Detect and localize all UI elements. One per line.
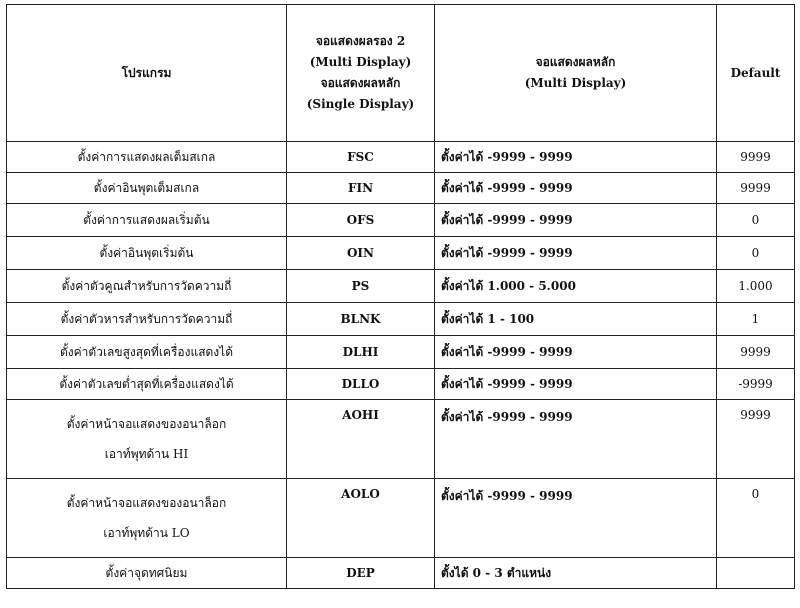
code-cell: BLNK xyxy=(287,303,435,336)
code-cell: FSC xyxy=(287,142,435,173)
default-cell: 9999 xyxy=(717,142,795,173)
default-cell: 0 xyxy=(717,479,795,558)
program-cell: ตั้งค่าการแสดงผลเต็มสเกล xyxy=(7,142,287,173)
default-cell xyxy=(717,558,795,589)
table-row xyxy=(7,173,795,204)
code-cell: DLLO xyxy=(287,369,435,400)
main-display-cell: ตั้งค่าได้ -9999 - 9999 xyxy=(435,237,717,270)
table-row xyxy=(7,204,795,237)
program-cell: ตั้งค่าอินพุตเริ่มต้น xyxy=(7,237,287,270)
table-row xyxy=(7,336,795,369)
header-main-display xyxy=(435,5,717,142)
program-cell: ตั้งค่าการแสดงผลเริ่มต้น xyxy=(7,204,287,237)
code-cell: FIN xyxy=(287,173,435,204)
header-default: Default xyxy=(717,5,795,142)
program-line: เอาท์พุทด้าน LO xyxy=(103,526,190,540)
header-secondary-line: (Single Display) xyxy=(306,97,415,111)
default-cell: 9999 xyxy=(717,336,795,369)
main-display-cell: ตั้งค่าได้ -9999 - 9999 xyxy=(435,369,717,400)
code-cell: OIN xyxy=(287,237,435,270)
header-secondary-display xyxy=(287,5,435,142)
table-row xyxy=(7,558,795,589)
table-row xyxy=(7,142,795,173)
default-cell: 9999 xyxy=(717,400,795,479)
default-cell: 0 xyxy=(717,204,795,237)
default-cell: 1.000 xyxy=(717,270,795,303)
header-secondary-line: (Multi Display) xyxy=(309,55,412,69)
main-display-cell: ตั้งได้ 0 - 3 ตำแหน่ง xyxy=(435,558,717,589)
program-cell xyxy=(7,400,287,479)
default-cell: 1 xyxy=(717,303,795,336)
table-row xyxy=(7,270,795,303)
program-cell xyxy=(7,479,287,558)
main-display-cell: ตั้งค่าได้ -9999 - 9999 xyxy=(435,336,717,369)
header-secondary-line: จอแสดงผลหลัก xyxy=(320,76,401,90)
program-cell: ตั้งค่าตัวเลขต่ำสุดที่เครื่องแสดงได้ xyxy=(7,369,287,400)
code-cell: AOLO xyxy=(287,479,435,558)
main-display-cell: ตั้งค่าได้ -9999 - 9999 xyxy=(435,400,717,479)
table-row xyxy=(7,369,795,400)
code-cell: DEP xyxy=(287,558,435,589)
header-row xyxy=(7,5,795,142)
main-display-cell: ตั้งค่าได้ -9999 - 9999 xyxy=(435,142,717,173)
program-cell: ตั้งค่าจุดทศนิยม xyxy=(7,558,287,589)
program-cell: ตั้งค่าตัวหารสำหรับการวัดความถี่ xyxy=(7,303,287,336)
program-cell: ตั้งค่าตัวเลขสูงสุดที่เครื่องแสดงได้ xyxy=(7,336,287,369)
program-line: เอาท์พุทด้าน HI xyxy=(104,447,189,461)
settings-table xyxy=(6,4,795,589)
code-cell: OFS xyxy=(287,204,435,237)
program-cell: ตั้งค่าตัวคูณสำหรับการวัดความถี่ xyxy=(7,270,287,303)
program-line: ตั้งค่าหน้าจอแสดงของอนาล็อก xyxy=(66,417,227,431)
header-program: โปรแกรม xyxy=(7,5,287,142)
main-display-cell: ตั้งค่าได้ 1 - 100 xyxy=(435,303,717,336)
program-line: ตั้งค่าหน้าจอแสดงของอนาล็อก xyxy=(66,496,227,510)
default-cell: 0 xyxy=(717,237,795,270)
main-display-cell: ตั้งค่าได้ -9999 - 9999 xyxy=(435,204,717,237)
code-cell: PS xyxy=(287,270,435,303)
default-cell: -9999 xyxy=(717,369,795,400)
default-cell: 9999 xyxy=(717,173,795,204)
header-main-line: (Multi Display) xyxy=(524,76,627,90)
code-cell: AOHI xyxy=(287,400,435,479)
code-cell: DLHI xyxy=(287,336,435,369)
header-secondary-line: จอแสดงผลรอง 2 xyxy=(315,34,406,48)
main-display-cell: ตั้งค่าได้ -9999 - 9999 xyxy=(435,479,717,558)
table-row xyxy=(7,303,795,336)
table-row xyxy=(7,237,795,270)
table-row xyxy=(7,479,795,558)
main-display-cell: ตั้งค่าได้ -9999 - 9999 xyxy=(435,173,717,204)
main-display-cell: ตั้งค่าได้ 1.000 - 5.000 xyxy=(435,270,717,303)
header-main-line: จอแสดงผลหลัก xyxy=(535,55,616,69)
table-row xyxy=(7,400,795,479)
program-cell: ตั้งค่าอินพุตเต็มสเกล xyxy=(7,173,287,204)
